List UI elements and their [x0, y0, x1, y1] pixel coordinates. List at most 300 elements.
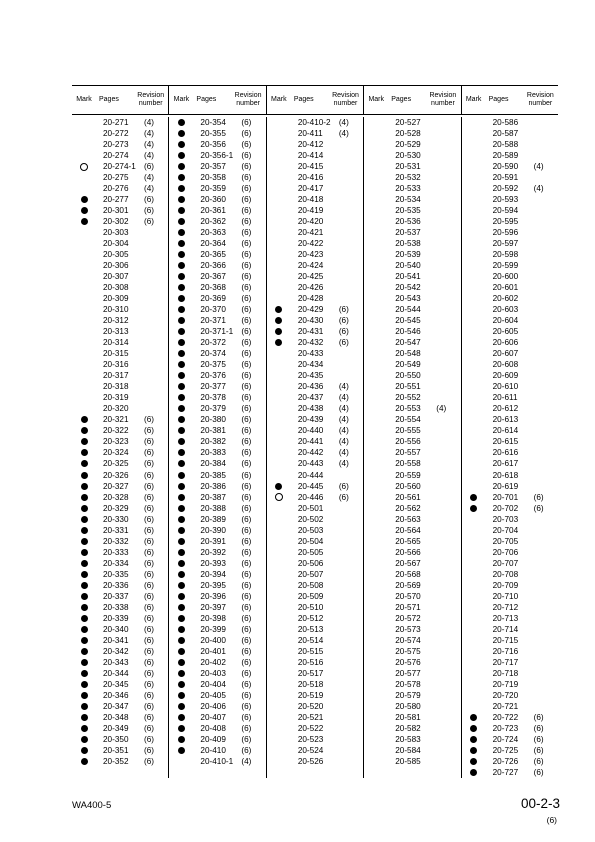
page-cell: 20-604	[492, 316, 519, 326]
revision-cell	[528, 238, 534, 249]
page-cell: 20-360	[200, 195, 226, 205]
revision-cell: (6)	[241, 481, 252, 491]
table-row	[267, 569, 363, 580]
mark-cell	[267, 315, 291, 326]
revision-cell: (4)	[144, 118, 155, 127]
mark-cell	[462, 646, 486, 657]
filled-circle-icon	[178, 372, 185, 379]
mark-cell	[462, 172, 486, 183]
page-cell: 20-590	[492, 162, 519, 172]
page-cell: 20-306	[103, 261, 129, 271]
page-cell: 20-412	[297, 140, 324, 150]
mark-cell	[169, 425, 193, 436]
page-cell: 20-445	[297, 481, 324, 491]
revision-cell: (6)	[241, 734, 252, 744]
mark-cell	[72, 315, 96, 326]
revision-header: Revision number	[137, 92, 165, 107]
mark-cell	[72, 381, 96, 392]
revision-cell: (6)	[241, 349, 252, 359]
mark-cell	[364, 679, 388, 690]
revision-cell: (6)	[144, 437, 155, 447]
page-cell: 20-439	[297, 415, 324, 425]
page-cell: 20-553	[395, 404, 421, 414]
table-row	[72, 260, 168, 271]
mark-cell	[169, 392, 193, 403]
revision-cell: (6)	[241, 668, 252, 678]
revision-cell: (4)	[338, 426, 349, 436]
page-cell: 20-396	[200, 591, 226, 601]
filled-circle-icon	[178, 240, 185, 247]
revision-cell	[430, 117, 436, 128]
mark-cell	[267, 128, 291, 139]
mark-cell	[462, 734, 486, 745]
mark-cell	[462, 381, 486, 392]
mark-cell	[462, 326, 486, 337]
revision-cell: (6)	[241, 250, 252, 260]
table-row	[72, 216, 168, 227]
page-cell: 20-566	[395, 547, 421, 557]
mark-cell	[267, 657, 291, 668]
filled-circle-icon	[178, 736, 185, 743]
mark-cell	[72, 337, 96, 348]
table-row	[267, 536, 363, 547]
mark-cell	[169, 734, 193, 745]
revision-cell: (6)	[144, 602, 155, 612]
revision-cell: (6)	[144, 514, 155, 524]
table-row	[364, 458, 460, 469]
table-row	[364, 635, 460, 646]
page-cell: 20-567	[395, 558, 421, 568]
revision-cell	[528, 117, 534, 128]
table-row	[364, 745, 460, 756]
table-row	[72, 370, 168, 381]
revision-cell: (4)	[338, 404, 349, 414]
page-cell: 20-277	[103, 195, 129, 205]
revision-cell: (4)	[338, 118, 349, 127]
mark-cell	[462, 436, 486, 447]
filled-circle-icon	[81, 438, 88, 445]
page-cell: 20-508	[297, 580, 324, 590]
page-cell: 20-601	[492, 283, 519, 293]
revision-cell	[333, 745, 339, 756]
page-cell: 20-304	[103, 239, 129, 249]
revision-cell	[430, 701, 436, 712]
table-row	[72, 547, 168, 558]
revision-cell: (6)	[241, 272, 252, 282]
revision-cell: (6)	[241, 613, 252, 623]
table-row	[267, 436, 363, 447]
revision-cell	[333, 194, 339, 205]
table-row	[267, 481, 363, 492]
table-row	[462, 183, 558, 194]
mark-cell	[364, 624, 388, 635]
revision-cell: (6)	[241, 635, 252, 645]
table-row	[169, 370, 265, 381]
table-row	[72, 238, 168, 249]
table-row	[462, 756, 558, 767]
mark-cell	[169, 293, 193, 304]
table-row	[72, 326, 168, 337]
table-row	[72, 150, 168, 161]
page-cell: 20-600	[492, 272, 519, 282]
mark-cell	[267, 624, 291, 635]
table-row	[169, 249, 265, 260]
page-cell: 20-327	[103, 481, 129, 491]
revision-cell	[138, 381, 144, 392]
revision-cell	[528, 260, 534, 271]
page-cell: 20-372	[200, 338, 226, 348]
revision-cell	[430, 602, 436, 613]
mark-cell	[267, 558, 291, 569]
table-row	[169, 481, 265, 492]
mark-cell	[72, 348, 96, 359]
mark-cell	[364, 591, 388, 602]
revision-cell: (4)	[338, 437, 349, 447]
revision-cell: (6)	[241, 558, 252, 568]
mark-cell	[169, 646, 193, 657]
table-row	[364, 227, 460, 238]
revision-cell: (6)	[144, 558, 155, 568]
page-cell: 20-308	[103, 283, 129, 293]
page-cell: 20-725	[492, 745, 519, 755]
mark-cell	[169, 503, 193, 514]
table-row	[72, 525, 168, 536]
page-cell: 20-540	[395, 261, 421, 271]
page-cell: 20-310	[103, 305, 129, 315]
mark-cell	[72, 470, 96, 481]
mark-cell	[462, 591, 486, 602]
table-row	[364, 403, 460, 414]
filled-circle-icon	[81, 703, 88, 710]
page-cell: 20-550	[395, 371, 421, 381]
filled-circle-icon	[81, 571, 88, 578]
revision-cell	[138, 348, 144, 359]
mark-cell	[462, 723, 486, 734]
mark-cell	[267, 216, 291, 227]
table-row	[169, 646, 265, 657]
filled-circle-icon	[81, 604, 88, 611]
revision-cell: (6)	[144, 470, 155, 480]
revision-cell: (6)	[144, 679, 155, 689]
page-cell: 20-538	[395, 239, 421, 249]
table-row	[267, 403, 363, 414]
mark-cell	[462, 470, 486, 481]
revision-header: Revision number	[332, 92, 359, 107]
table-row	[72, 481, 168, 492]
table-row	[72, 128, 168, 139]
mark-cell	[462, 580, 486, 591]
table-row	[72, 536, 168, 547]
page-cell: 20-598	[492, 250, 519, 260]
table-row	[364, 370, 460, 381]
mark-cell	[462, 481, 486, 492]
revision-cell	[333, 734, 339, 745]
table-row	[267, 216, 363, 227]
revision-cell: (4)	[533, 162, 544, 172]
table-row	[462, 734, 558, 745]
revision-cell: (6)	[144, 459, 155, 469]
page-cell: 20-523	[297, 734, 324, 744]
revision-cell: (6)	[338, 305, 349, 315]
revision-cell	[528, 304, 534, 315]
page-cell: 20-313	[103, 327, 129, 337]
revision-cell	[430, 150, 436, 161]
page-column	[266, 117, 363, 778]
mark-cell	[169, 569, 193, 580]
mark-cell	[169, 359, 193, 370]
mark-cell	[169, 282, 193, 293]
page-cell: 20-272	[103, 129, 129, 139]
revision-cell	[333, 503, 339, 514]
revision-cell	[430, 624, 436, 635]
page-cell: 20-557	[395, 448, 421, 458]
table-row	[267, 326, 363, 337]
page-cell: 20-587	[492, 129, 519, 139]
revision-cell: (6)	[533, 712, 544, 722]
page-cell: 20-271	[103, 118, 129, 127]
page-cell: 20-599	[492, 261, 519, 271]
mark-cell	[169, 348, 193, 359]
revision-cell	[333, 756, 339, 767]
revision-cell: (6)	[241, 602, 252, 612]
revision-cell: (4)	[241, 756, 252, 766]
page-cell: 20-416	[297, 173, 324, 183]
mark-cell	[462, 205, 486, 216]
mark-cell	[72, 161, 96, 172]
revision-cell	[528, 514, 534, 525]
table-row	[364, 503, 460, 514]
revision-cell: (6)	[241, 283, 252, 293]
filled-circle-icon	[178, 692, 185, 699]
mark-cell	[364, 128, 388, 139]
table-row	[72, 403, 168, 414]
mark-cell	[169, 436, 193, 447]
mark-cell	[364, 690, 388, 701]
page-cell: 20-316	[103, 360, 129, 370]
page-cell: 20-574	[395, 635, 421, 645]
page-cell: 20-513	[297, 624, 324, 634]
page-cell: 20-720	[492, 690, 519, 700]
revision-cell	[528, 414, 534, 425]
table-row	[169, 216, 265, 227]
revision-cell	[430, 690, 436, 701]
page-cell: 20-514	[297, 635, 324, 645]
mark-cell	[462, 392, 486, 403]
page-cell: 20-509	[297, 591, 324, 601]
mark-cell	[462, 227, 486, 238]
mark-cell	[462, 216, 486, 227]
mark-cell	[462, 117, 486, 128]
page-cell: 20-366	[200, 261, 226, 271]
page-cell: 20-301	[103, 206, 129, 216]
revision-cell: (6)	[144, 426, 155, 436]
filled-circle-icon	[178, 130, 185, 137]
revision-cell	[430, 745, 436, 756]
page-cell: 20-341	[103, 635, 129, 645]
page-cell: 20-378	[200, 393, 226, 403]
revision-cell	[528, 580, 534, 591]
revision-cell	[528, 525, 534, 536]
revision-cell: (6)	[241, 173, 252, 183]
revision-cell	[528, 569, 534, 580]
revision-cell	[430, 536, 436, 547]
mark-cell	[169, 271, 193, 282]
page-cell: 20-403	[200, 668, 226, 678]
page-cell: 20-556	[395, 437, 421, 447]
revision-cell	[138, 271, 144, 282]
revision-cell	[528, 139, 534, 150]
page-cell: 20-723	[492, 723, 519, 733]
filled-circle-icon	[178, 350, 185, 357]
mark-cell	[267, 359, 291, 370]
revision-cell: (4)	[436, 404, 447, 414]
page-cell: 20-581	[395, 712, 421, 722]
table-row	[267, 679, 363, 690]
revision-cell	[430, 734, 436, 745]
filled-circle-icon	[470, 736, 477, 743]
table-row	[267, 337, 363, 348]
filled-circle-icon	[81, 516, 88, 523]
revision-cell	[333, 183, 339, 194]
mark-cell	[267, 525, 291, 536]
mark-cell	[72, 657, 96, 668]
mark-cell	[169, 613, 193, 624]
column-header	[168, 86, 265, 114]
table-row	[169, 745, 265, 756]
table-row	[462, 536, 558, 547]
page-cell: 20-515	[297, 646, 324, 656]
table-row	[72, 690, 168, 701]
revision-cell	[528, 392, 534, 403]
revision-cell: (4)	[533, 184, 544, 194]
page-cell: 20-321	[103, 415, 129, 425]
mark-cell	[364, 271, 388, 282]
page-cell: 20-613	[492, 415, 519, 425]
table-row	[169, 150, 265, 161]
mark-cell	[462, 514, 486, 525]
table-row	[364, 723, 460, 734]
page-cell: 20-349	[103, 723, 129, 733]
page-cell: 20-705	[492, 536, 519, 546]
table-row	[462, 503, 558, 514]
page-cell: 20-603	[492, 305, 519, 315]
page-cell: 20-419	[297, 206, 324, 216]
table-row	[72, 183, 168, 194]
revision-cell	[430, 326, 436, 337]
mark-cell	[72, 580, 96, 591]
mark-cell	[267, 602, 291, 613]
page-column	[72, 117, 168, 778]
revision-cell	[430, 635, 436, 646]
table-row	[169, 536, 265, 547]
mark-cell	[169, 447, 193, 458]
table-row	[169, 657, 265, 668]
table-row	[169, 359, 265, 370]
page-cell: 20-274-1	[103, 162, 136, 172]
filled-circle-icon	[178, 119, 185, 126]
mark-cell	[169, 117, 193, 128]
pages-header: Pages	[391, 96, 412, 103]
page-cell: 20-521	[297, 712, 324, 722]
table-row	[72, 602, 168, 613]
mark-cell	[169, 712, 193, 723]
filled-circle-icon	[81, 427, 88, 434]
page-cell: 20-387	[200, 492, 226, 502]
mark-cell	[169, 139, 193, 150]
revision-cell: (4)	[338, 415, 349, 425]
filled-circle-icon	[178, 218, 185, 225]
mark-header: Mark	[465, 96, 482, 103]
mark-cell	[462, 370, 486, 381]
revision-cell	[333, 514, 339, 525]
page-cell: 20-542	[395, 283, 421, 293]
column-header	[461, 86, 558, 114]
page-cell: 20-371	[200, 316, 226, 326]
page-cell: 20-582	[395, 723, 421, 733]
mark-cell	[267, 392, 291, 403]
revision-cell	[528, 337, 534, 348]
page-cell: 20-571	[395, 602, 421, 612]
page-cell: 20-617	[492, 459, 519, 469]
mark-cell	[364, 436, 388, 447]
table-row	[364, 558, 460, 569]
page-cell: 20-274	[103, 151, 129, 161]
table-row	[462, 139, 558, 150]
table-row	[169, 128, 265, 139]
page-cell: 20-536	[395, 217, 421, 227]
mark-cell	[462, 414, 486, 425]
mark-cell	[169, 194, 193, 205]
mark-cell	[267, 756, 291, 767]
revision-cell: (6)	[144, 745, 155, 755]
page-cell: 20-531	[395, 162, 421, 172]
revision-cell: (6)	[144, 525, 155, 535]
page-cell: 20-710	[492, 591, 519, 601]
revision-cell: (6)	[144, 569, 155, 579]
mark-cell	[72, 591, 96, 602]
table-row	[169, 525, 265, 536]
mark-cell	[169, 161, 193, 172]
pages-header: Pages	[293, 96, 314, 103]
open-circle-icon	[80, 163, 88, 171]
mark-cell	[462, 425, 486, 436]
revision-cell	[138, 249, 144, 260]
mark-cell	[462, 613, 486, 624]
mark-cell	[364, 216, 388, 227]
revision-cell	[333, 547, 339, 558]
filled-circle-icon	[81, 758, 88, 765]
pages-header: Pages	[488, 96, 509, 103]
mark-cell	[364, 514, 388, 525]
revision-cell	[333, 690, 339, 701]
table-row	[267, 503, 363, 514]
table-row	[267, 668, 363, 679]
page-cell: 20-345	[103, 679, 129, 689]
table-row	[72, 514, 168, 525]
table-row	[72, 745, 168, 756]
revision-cell	[528, 690, 534, 701]
table-row	[267, 470, 363, 481]
table-row	[462, 337, 558, 348]
filled-circle-icon	[178, 549, 185, 556]
revision-cell	[528, 558, 534, 569]
revision-cell: (6)	[241, 569, 252, 579]
mark-cell	[72, 723, 96, 734]
mark-cell	[364, 646, 388, 657]
revision-cell	[528, 624, 534, 635]
mark-cell	[364, 525, 388, 536]
revision-cell: (4)	[338, 393, 349, 403]
